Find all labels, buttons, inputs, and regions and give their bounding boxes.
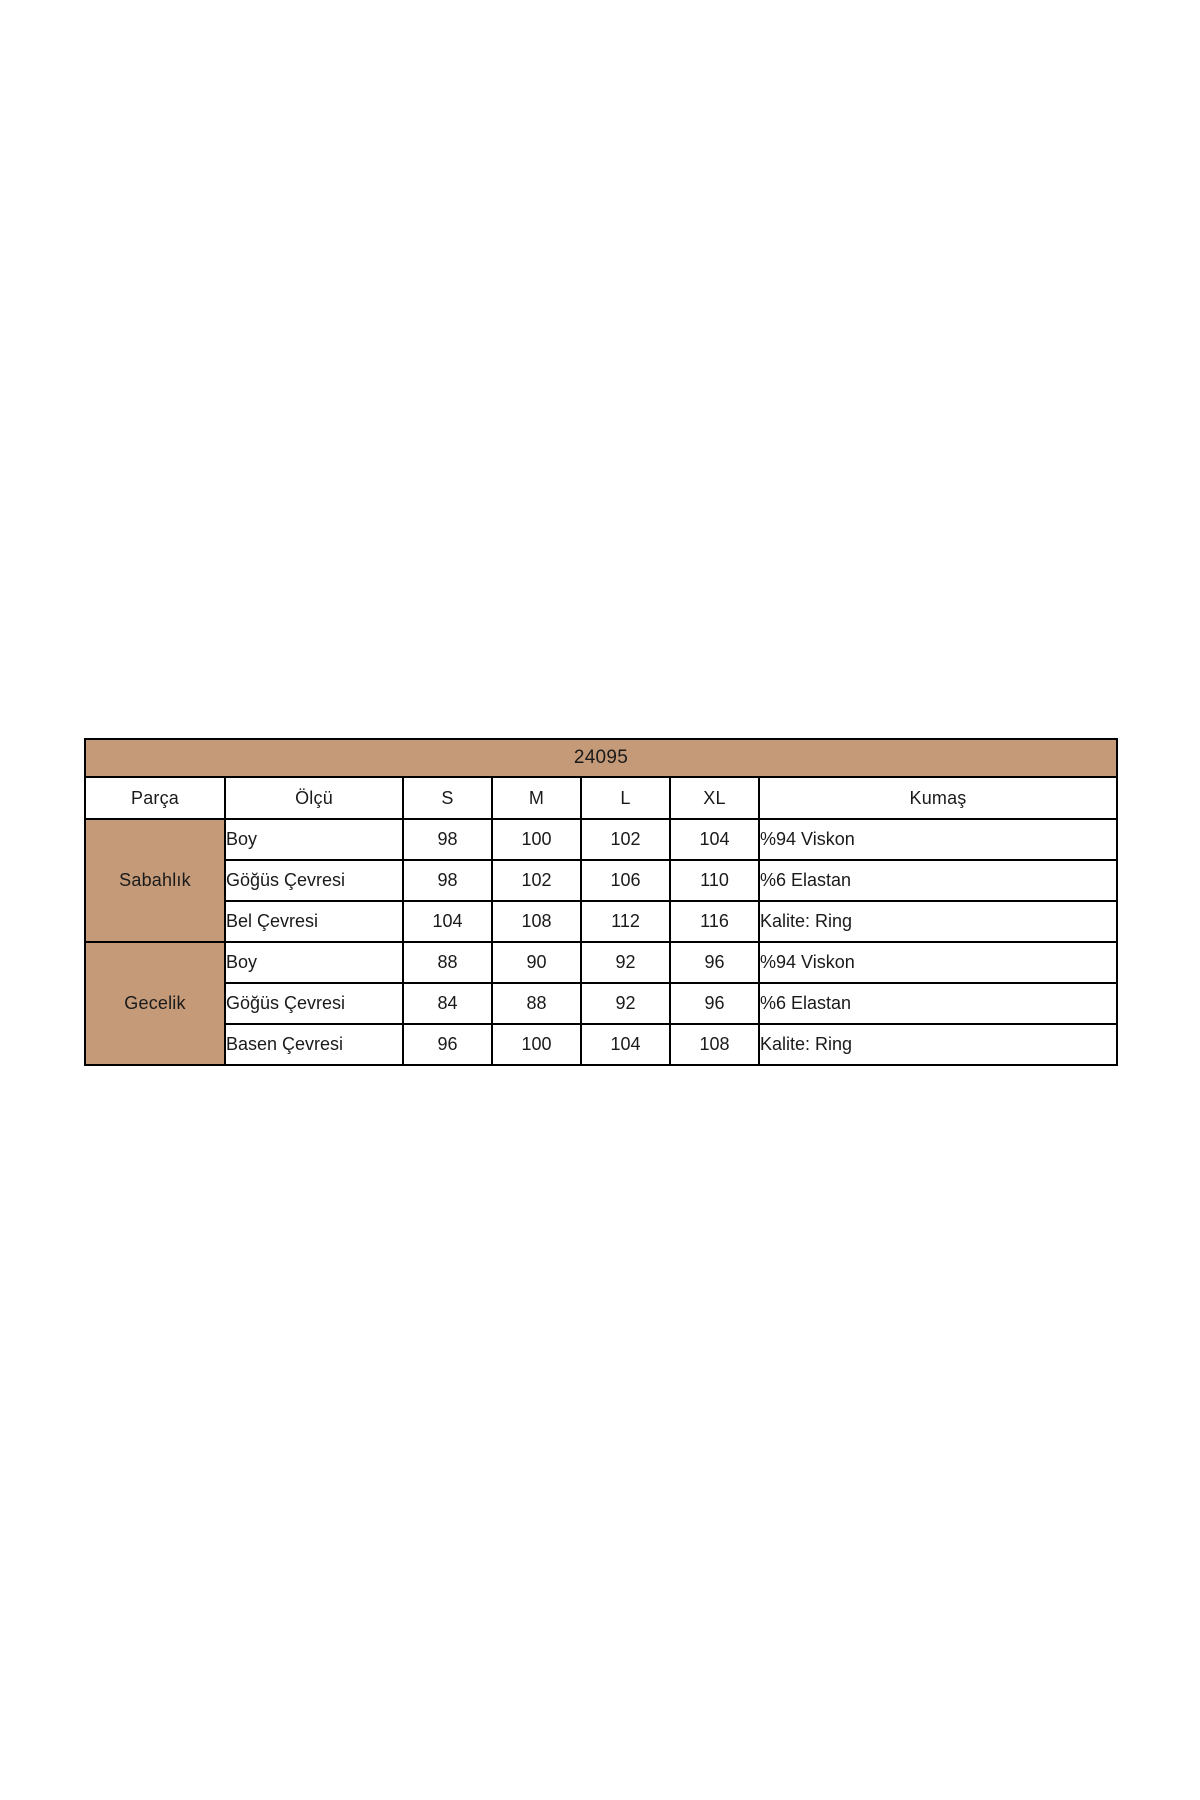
- table-header-row: [85, 777, 1117, 819]
- column-header-s: S: [403, 777, 492, 819]
- measure-value-s: 96: [403, 1024, 492, 1065]
- measure-value-m: 100: [492, 1024, 581, 1065]
- table-row: [85, 860, 1117, 901]
- table-row: [85, 1024, 1117, 1065]
- size-chart-table: [84, 738, 1118, 1066]
- table-row: [85, 983, 1117, 1024]
- measure-value-xl: 96: [670, 983, 759, 1024]
- measure-value-s: 104: [403, 901, 492, 942]
- fabric-line: Kalite: Ring: [759, 1024, 1117, 1065]
- group-label-gecelik: Gecelik: [85, 942, 225, 1065]
- column-header-xl: XL: [670, 777, 759, 819]
- measure-value-xl: 104: [670, 819, 759, 860]
- table-title-row: [85, 739, 1117, 777]
- fabric-line: %6 Elastan: [759, 860, 1117, 901]
- fabric-line: Kalite: Ring: [759, 901, 1117, 942]
- fabric-line: %94 Viskon: [759, 942, 1117, 983]
- measure-value-l: 92: [581, 983, 670, 1024]
- measure-value-m: 100: [492, 819, 581, 860]
- measure-value-xl: 116: [670, 901, 759, 942]
- measure-value-m: 90: [492, 942, 581, 983]
- group-label-sabahlik: Sabahlık: [85, 819, 225, 942]
- measure-label: Basen Çevresi: [225, 1024, 403, 1065]
- column-header-m: M: [492, 777, 581, 819]
- measure-value-l: 104: [581, 1024, 670, 1065]
- measure-label: Göğüs Çevresi: [225, 860, 403, 901]
- measure-value-s: 88: [403, 942, 492, 983]
- measure-value-l: 102: [581, 819, 670, 860]
- measure-value-l: 92: [581, 942, 670, 983]
- fabric-line: %94 Viskon: [759, 819, 1117, 860]
- measure-label: Bel Çevresi: [225, 901, 403, 942]
- size-chart-container: [84, 738, 1116, 1066]
- measure-label: Boy: [225, 942, 403, 983]
- measure-label: Göğüs Çevresi: [225, 983, 403, 1024]
- measure-value-m: 88: [492, 983, 581, 1024]
- measure-value-m: 102: [492, 860, 581, 901]
- column-header-parca: Parça: [85, 777, 225, 819]
- column-header-kumas: Kumaş: [759, 777, 1117, 819]
- measure-value-l: 106: [581, 860, 670, 901]
- table-row: [85, 901, 1117, 942]
- measure-value-s: 98: [403, 860, 492, 901]
- table-row: [85, 942, 1117, 983]
- column-header-olcu: Ölçü: [225, 777, 403, 819]
- measure-value-s: 98: [403, 819, 492, 860]
- measure-value-xl: 110: [670, 860, 759, 901]
- measure-value-l: 112: [581, 901, 670, 942]
- product-code-title: 24095: [85, 739, 1117, 777]
- measure-value-m: 108: [492, 901, 581, 942]
- table-row: [85, 819, 1117, 860]
- measure-value-xl: 108: [670, 1024, 759, 1065]
- measure-value-s: 84: [403, 983, 492, 1024]
- measure-value-xl: 96: [670, 942, 759, 983]
- column-header-l: L: [581, 777, 670, 819]
- measure-label: Boy: [225, 819, 403, 860]
- fabric-line: %6 Elastan: [759, 983, 1117, 1024]
